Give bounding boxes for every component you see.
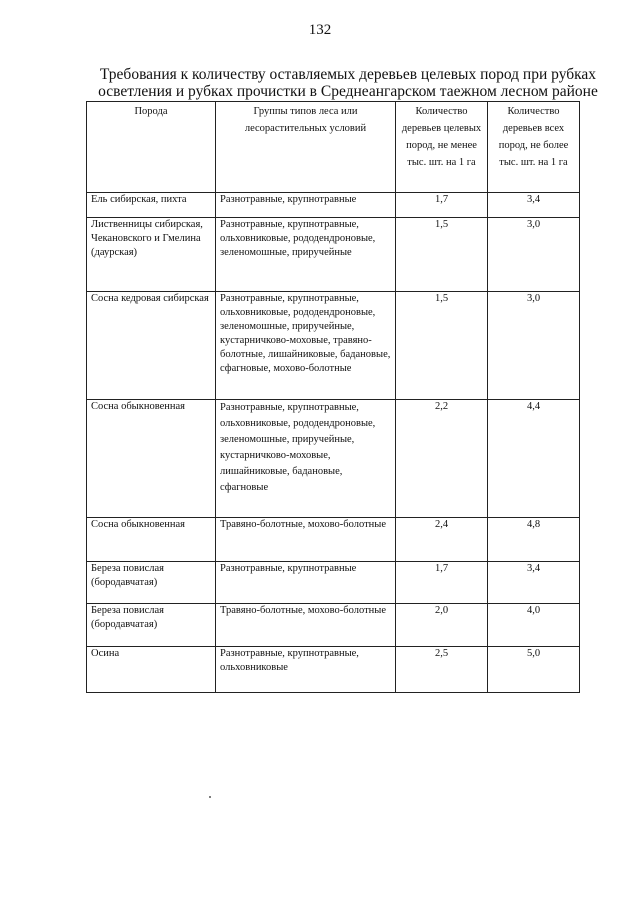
cell-all-max: 3,0 — [488, 292, 580, 400]
cell-species: Ель сибирская, пихта — [87, 193, 216, 218]
cell-all-max: 4,0 — [488, 604, 580, 647]
table-row — [87, 292, 580, 400]
cell-all-max: 5,0 — [488, 647, 580, 693]
table-row — [87, 400, 580, 518]
cell-forest-groups: Травяно-болотные, мохово-болотные — [216, 518, 396, 562]
table-row — [87, 604, 580, 647]
cell-species: Сосна обыкновенная — [87, 400, 216, 518]
header-species: Порода — [87, 102, 216, 193]
cell-forest-groups: Разнотравные, крупнотравные, ольховниковые — [216, 647, 396, 693]
cell-all-max: 3,4 — [488, 562, 580, 604]
document-title-line-1: Требования к количеству оставляемых деревьев целевых пород при рубках — [99, 66, 597, 83]
table-header-row — [87, 102, 580, 193]
document-title-line-2: осветления и рубках прочистки в Среднеангарском таежном лесном районе — [98, 83, 598, 100]
cell-target-min: 2,5 — [396, 647, 488, 693]
header-target-count: Количество деревьев целевых пород, не менее тыс. шт. на 1 га — [396, 102, 488, 193]
table-row — [87, 518, 580, 562]
header-all-count: Количество деревьев всех пород, не более тыс. шт. на 1 га — [488, 102, 580, 193]
cell-target-min: 2,4 — [396, 518, 488, 562]
table-row — [87, 193, 580, 218]
cell-target-min: 1,7 — [396, 562, 488, 604]
cell-species: Лиственницы сибирская, Чекановского и Гмелина (даурская) — [87, 218, 216, 292]
table-row — [87, 647, 580, 693]
table-row — [87, 218, 580, 292]
cell-forest-groups: Разнотравные, крупнотравные, ольховниковые, рододендроновые, зеленомошные, приручейные — [216, 218, 396, 292]
page-number: 132 — [308, 22, 332, 38]
cell-target-min: 1,5 — [396, 292, 488, 400]
cell-species: Береза повислая (бородавчатая) — [87, 604, 216, 647]
cell-all-max: 3,4 — [488, 193, 580, 218]
header-forest-groups: Группы типов леса или лесорастительных условий — [216, 102, 396, 193]
cell-forest-groups: Разнотравные, крупнотравные — [216, 193, 396, 218]
document-title — [86, 66, 610, 100]
requirements-table — [86, 101, 580, 693]
cell-all-max: 3,0 — [488, 218, 580, 292]
cell-target-min: 1,5 — [396, 218, 488, 292]
cell-forest-groups: Травяно-болотные, мохово-болотные — [216, 604, 396, 647]
table-row — [87, 562, 580, 604]
cell-species: Осина — [87, 647, 216, 693]
cell-species: Сосна обыкновенная — [87, 518, 216, 562]
cell-all-max: 4,8 — [488, 518, 580, 562]
cell-forest-groups: Разнотравные, крупнотравные, ольховниковые, рододендроновые, зеленомошные, приручейные, кустарничково-моховые, травяно-болотные, лишайниковые, бадановые, сфагновые, мохово-болотные — [216, 292, 396, 400]
cell-forest-groups: Разнотравные, крупнотравные, ольховниковые, рододендроновые, зеленомошные, приручейные, кустарничково-моховые, лишайниковые, бадановые, сфагновые — [216, 400, 396, 518]
cell-target-min: 2,0 — [396, 604, 488, 647]
cell-species: Сосна кедровая сибирская — [87, 292, 216, 400]
cell-forest-groups: Разнотравные, крупнотравные — [216, 562, 396, 604]
cell-target-min: 2,2 — [396, 400, 488, 518]
scan-speck — [209, 796, 211, 798]
cell-species: Береза повислая (бородавчатая) — [87, 562, 216, 604]
cell-all-max: 4,4 — [488, 400, 580, 518]
cell-target-min: 1,7 — [396, 193, 488, 218]
